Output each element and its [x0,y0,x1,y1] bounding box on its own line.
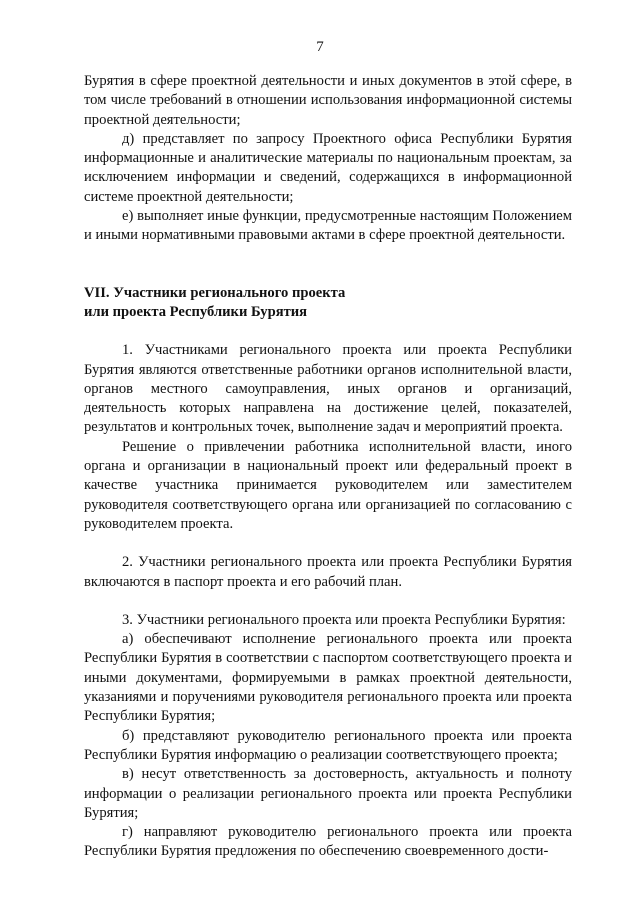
section-heading [84,284,572,323]
paragraph-item-e: е) выполняет иные функции, предусмотренные настоящим Положением и иными нормативными правовыми актами в сфере проектной деятельности. [84,208,572,244]
section-heading-line-1: VII. Участники регионального проекта [84,284,346,301]
paragraph-3: 3. Участники регионального проекта или проекта Республики Бурятия: [122,611,566,628]
paragraph-3-item-a: а) обеспечивают исполнение регионального проекта или проекта Республики Бурятия в соответствии с паспортом соответствующего проекта и иными документами, формируемыми в рамках проектной деятельности, указаниями и поручениями руководителя регионального проекта или проекта Республики Бурятия; [84,631,572,725]
page-number: 7 [316,39,324,55]
paragraph-1-decision: Решение о привлечении работника исполнительной власти, иного органа и организации в национальный проект или федеральный проект в качестве участника принимается руководителем или заместителем руководителя соответствующего органа или организацией по согласованию с руководителем проекта. [84,438,572,532]
paragraph-3-item-b: б) представляют руководителю регионального проекта или проекта Республики Бурятия информацию о реализации соответствующего проекта; [84,727,572,763]
paragraph-3-item-v: в) несут ответственность за достоверность, актуальность и полноту информации о реализации регионального проекта или проекта Республики Бурятия; [84,766,572,821]
section-heading-line-2: или проекта Республики Бурятия [84,303,308,320]
paragraph-1: 1. Участниками регионального проекта или проекта Республики Бурятия являются ответственные работники органов исполнительной власти, органов местного самоуправления, иных органов и организаций, деятельность которых направлена на достижение целей, показателей, результатов и контрольных точек, выполнение задач и мероприятий проекта. [84,342,572,436]
paragraph-item-d: д) представляет по запросу Проектного офиса Республики Бурятия информационные и аналитические материалы по национальным проектам, за исключением информации и сведений, содержащихся в информационной системе проектной деятельности; [84,130,572,205]
document-body [84,72,572,862]
paragraph-continuation: Бурятия в сфере проектной деятельности и иных документов в этой сфере, в том числе требований в отношении использования информационной системы проектной деятельности; [84,73,572,128]
paragraph-3-item-g: г) направляют руководителю регионального проекта или проекта Республики Бурятия предложения по обеспечению своевременного дости- [84,824,572,860]
paragraph-2: 2. Участники регионального проекта или проекта Республики Бурятия включаются в паспорт проекта и его рабочий план. [84,554,572,590]
